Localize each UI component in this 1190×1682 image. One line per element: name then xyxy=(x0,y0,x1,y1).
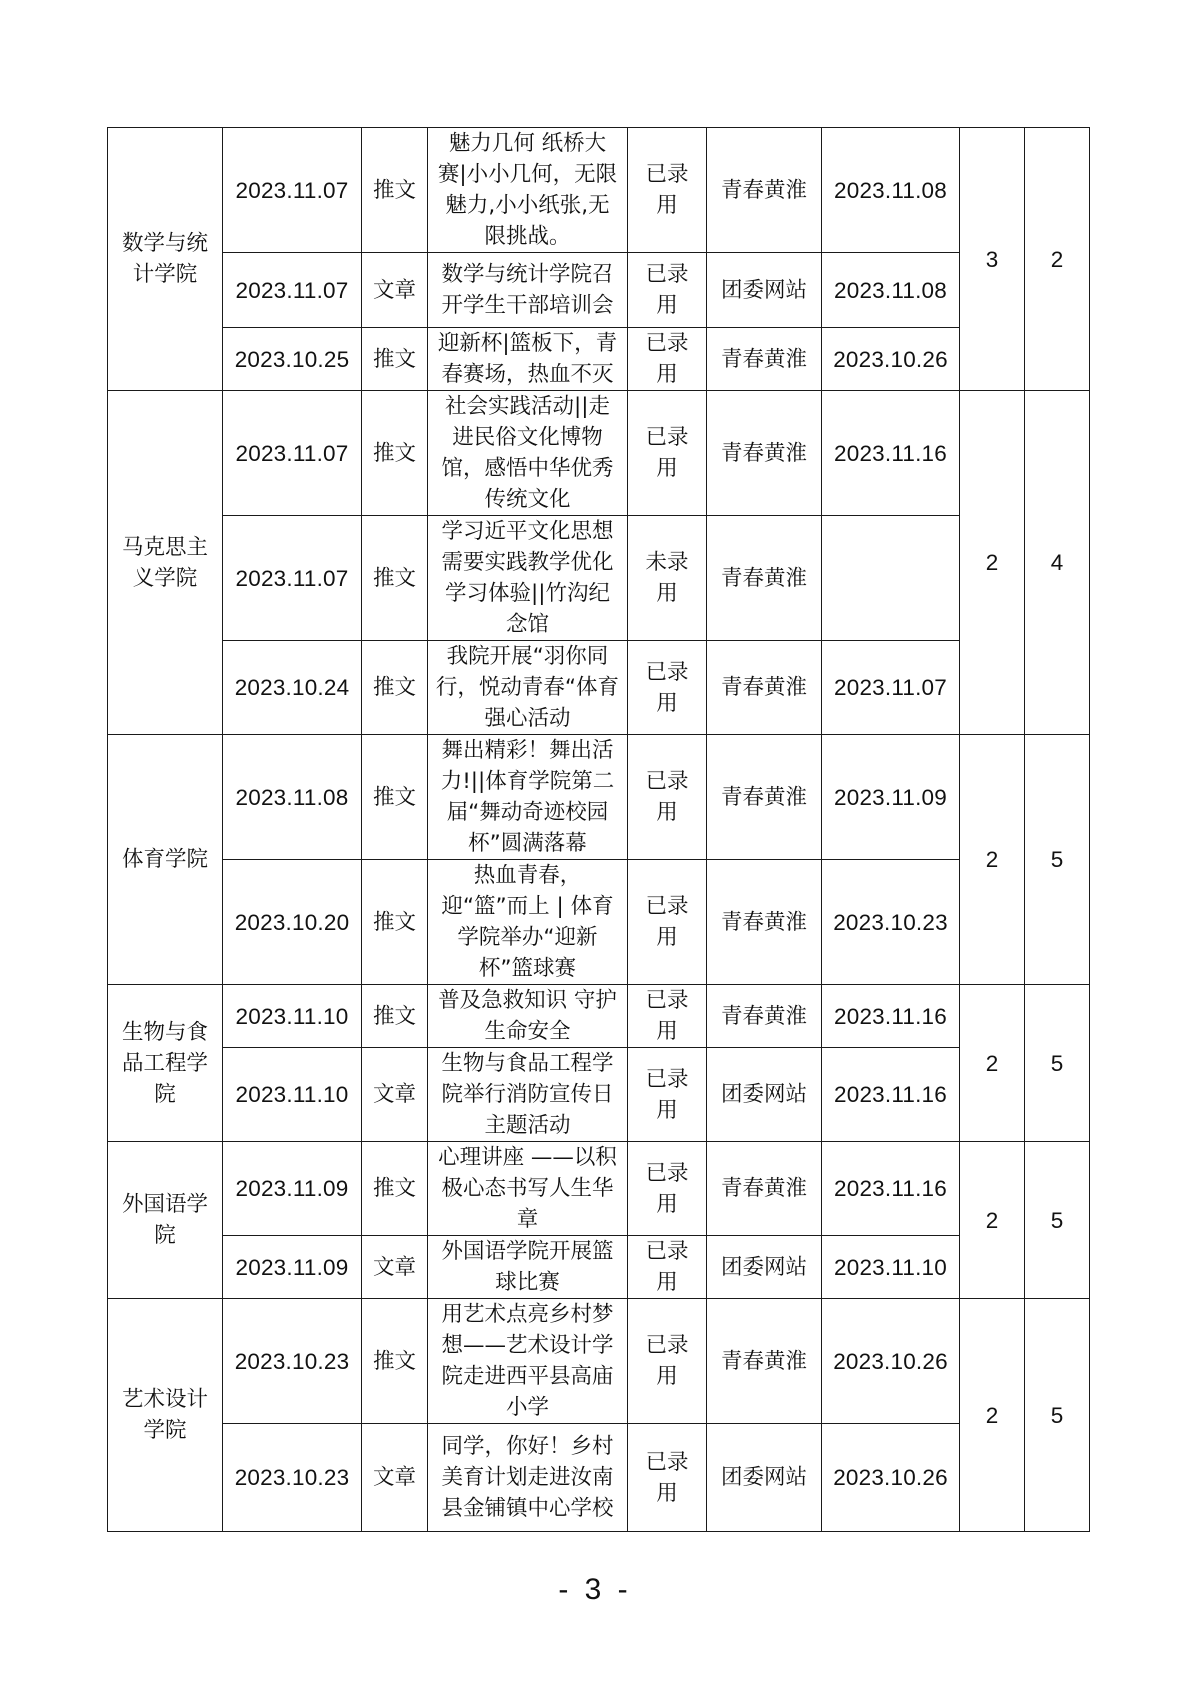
count-b-cell: 4 xyxy=(1025,391,1090,735)
title-cell xyxy=(428,985,628,1048)
status-cell xyxy=(628,391,707,516)
publish-date-cell: 2023.11.08 xyxy=(822,128,960,253)
submit-date-cell: 2023.11.07 xyxy=(223,391,362,516)
type-cell: 推文 xyxy=(362,860,428,985)
count-a-cell: 2 xyxy=(960,735,1025,985)
college-name-cell-text: 数学与统计学院 xyxy=(121,231,208,287)
type-cell: 推文 xyxy=(362,128,428,253)
status-cell-text: 已录用 xyxy=(645,1239,689,1295)
table-row xyxy=(108,128,1090,253)
count-b-cell: 5 xyxy=(1025,985,1090,1142)
count-b-cell: 2 xyxy=(1025,128,1090,391)
submission-table xyxy=(107,127,1090,1532)
title-cell-text: 魅力几何 纸桥大赛|小小几何，无限魅力,小小纸张,无限挑战。 xyxy=(437,131,618,249)
count-a-cell: 2 xyxy=(960,1299,1025,1532)
title-cell-text: 同学，你好！乡村美育计划走进汝南县金铺镇中心学校 xyxy=(441,1434,614,1521)
platform-cell: 团委网站 xyxy=(707,253,822,328)
table-row xyxy=(108,1236,1090,1299)
submit-date-cell: 2023.10.23 xyxy=(223,1424,362,1532)
title-cell xyxy=(428,391,628,516)
publish-date-cell: 2023.10.23 xyxy=(822,860,960,985)
platform-cell: 青春黄淮 xyxy=(707,641,822,735)
college-name-cell-text: 外国语学院 xyxy=(121,1192,208,1248)
title-cell-text: 迎新杯|篮板下，青春赛场，热血不灭 xyxy=(437,331,618,387)
type-cell: 文章 xyxy=(362,253,428,328)
status-cell-text: 已录用 xyxy=(645,331,689,387)
title-cell-text: 心理讲座 ——以积极心态书写人生华章 xyxy=(438,1145,617,1232)
submit-date-cell: 2023.11.10 xyxy=(223,985,362,1048)
submit-date-cell: 2023.11.09 xyxy=(223,1142,362,1236)
table-body xyxy=(108,128,1090,1532)
submit-date-cell: 2023.11.07 xyxy=(223,253,362,328)
title-cell xyxy=(428,1236,628,1299)
title-cell xyxy=(428,128,628,253)
status-cell xyxy=(628,1299,707,1424)
publish-date-cell: 2023.11.10 xyxy=(822,1236,960,1299)
table-row xyxy=(108,516,1090,641)
count-b-cell: 5 xyxy=(1025,1142,1090,1299)
title-cell xyxy=(428,516,628,641)
submit-date-cell: 2023.11.07 xyxy=(223,128,362,253)
status-cell xyxy=(628,1424,707,1532)
publish-date-cell: 2023.10.26 xyxy=(822,1299,960,1424)
title-cell xyxy=(428,328,628,391)
title-cell xyxy=(428,1424,628,1532)
submit-date-cell: 2023.10.24 xyxy=(223,641,362,735)
table-row xyxy=(108,1424,1090,1532)
type-cell: 推文 xyxy=(362,1299,428,1424)
platform-cell: 青春黄淮 xyxy=(707,735,822,860)
status-cell-text: 已录用 xyxy=(645,659,689,716)
submit-date-cell: 2023.11.08 xyxy=(223,735,362,860)
title-cell xyxy=(428,860,628,985)
table-row xyxy=(108,328,1090,391)
platform-cell: 团委网站 xyxy=(707,1424,822,1532)
publish-date-cell xyxy=(822,516,960,641)
publish-date-cell: 2023.10.26 xyxy=(822,1424,960,1532)
table-row xyxy=(108,985,1090,1048)
table-row xyxy=(108,1048,1090,1142)
college-name-cell xyxy=(108,735,223,985)
table-row xyxy=(108,1299,1090,1424)
title-cell-text: 外国语学院开展篮球比赛 xyxy=(441,1239,614,1295)
table-row xyxy=(108,860,1090,985)
publish-date-cell: 2023.11.07 xyxy=(822,641,960,735)
title-cell xyxy=(428,1142,628,1236)
submit-date-cell: 2023.11.09 xyxy=(223,1236,362,1299)
platform-cell: 青春黄淮 xyxy=(707,985,822,1048)
title-cell-text: 学习近平文化思想需要实践教学优化学习体验||竹沟纪念馆 xyxy=(441,519,614,637)
status-cell-text: 已录用 xyxy=(645,162,689,218)
college-name-cell-text: 生物与食品工程学院 xyxy=(121,1019,208,1107)
status-cell xyxy=(628,516,707,641)
title-cell-text: 社会实践活动||走进民俗文化博物馆，感悟中华优秀传统文化 xyxy=(441,394,614,512)
status-cell xyxy=(628,1048,707,1142)
type-cell: 推文 xyxy=(362,1142,428,1236)
status-cell xyxy=(628,860,707,985)
status-cell xyxy=(628,1142,707,1236)
table-row xyxy=(108,1142,1090,1236)
publish-date-cell: 2023.11.16 xyxy=(822,1142,960,1236)
college-name-cell-text: 艺术设计学院 xyxy=(121,1387,208,1443)
submit-date-cell: 2023.10.20 xyxy=(223,860,362,985)
status-cell-text: 已录用 xyxy=(645,1160,689,1217)
publish-date-cell: 2023.11.16 xyxy=(822,1048,960,1142)
publish-date-cell: 2023.11.16 xyxy=(822,391,960,516)
count-a-cell: 2 xyxy=(960,1142,1025,1299)
college-name-cell-text: 马克思主义学院 xyxy=(121,534,208,591)
college-name-cell xyxy=(108,1299,223,1532)
title-cell-text: 舞出精彩！舞出活力!||体育学院第二届“舞动奇迹校园杯”圆满落幕 xyxy=(440,738,615,856)
platform-cell: 青春黄淮 xyxy=(707,391,822,516)
submit-date-cell: 2023.11.07 xyxy=(223,516,362,641)
type-cell: 文章 xyxy=(362,1236,428,1299)
submit-date-cell: 2023.10.25 xyxy=(223,328,362,391)
platform-cell: 青春黄淮 xyxy=(707,1299,822,1424)
title-cell-text: 普及急救知识 守护生命安全 xyxy=(438,988,617,1044)
status-cell xyxy=(628,985,707,1048)
publish-date-cell: 2023.11.08 xyxy=(822,253,960,328)
table-row xyxy=(108,735,1090,860)
college-name-cell-text: 体育学院 xyxy=(121,847,208,872)
submit-date-cell: 2023.10.23 xyxy=(223,1299,362,1424)
college-name-cell xyxy=(108,391,223,735)
title-cell xyxy=(428,735,628,860)
college-name-cell xyxy=(108,128,223,391)
status-cell-text: 已录用 xyxy=(645,894,689,950)
status-cell xyxy=(628,735,707,860)
count-b-cell: 5 xyxy=(1025,735,1090,985)
title-cell-text: 热血青春，迎“篮”而上 | 体育学院举办“迎新杯”篮球赛 xyxy=(441,863,614,981)
title-cell-text: 我院开展“羽你同行，悦动青春“体育强心活动 xyxy=(435,644,620,731)
status-cell-text: 已录用 xyxy=(645,1449,689,1506)
platform-cell: 青春黄淮 xyxy=(707,1142,822,1236)
platform-cell: 团委网站 xyxy=(707,1236,822,1299)
title-cell-text: 用艺术点亮乡村梦想——艺术设计学院走进西平县高庙小学 xyxy=(441,1302,614,1420)
status-cell-text: 未录用 xyxy=(645,550,689,606)
title-cell xyxy=(428,1299,628,1424)
status-cell xyxy=(628,253,707,328)
table-row xyxy=(108,641,1090,735)
status-cell xyxy=(628,128,707,253)
status-cell-text: 已录用 xyxy=(645,988,689,1044)
status-cell xyxy=(628,1236,707,1299)
type-cell: 推文 xyxy=(362,516,428,641)
type-cell: 推文 xyxy=(362,641,428,735)
page-number: - 3 - xyxy=(558,1573,632,1606)
college-name-cell xyxy=(108,1142,223,1299)
platform-cell: 青春黄淮 xyxy=(707,516,822,641)
type-cell: 推文 xyxy=(362,735,428,860)
title-cell-text: 生物与食品工程学院举行消防宣传日主题活动 xyxy=(441,1051,614,1138)
type-cell: 推文 xyxy=(362,391,428,516)
count-a-cell: 2 xyxy=(960,985,1025,1142)
table-row xyxy=(108,253,1090,328)
type-cell: 文章 xyxy=(362,1048,428,1142)
publish-date-cell: 2023.11.09 xyxy=(822,735,960,860)
title-cell xyxy=(428,253,628,328)
status-cell-text: 已录用 xyxy=(645,769,689,825)
count-a-cell: 3 xyxy=(960,128,1025,391)
publish-date-cell: 2023.10.26 xyxy=(822,328,960,391)
count-b-cell: 5 xyxy=(1025,1299,1090,1532)
type-cell: 推文 xyxy=(362,985,428,1048)
platform-cell: 青春黄淮 xyxy=(707,328,822,391)
type-cell: 推文 xyxy=(362,328,428,391)
platform-cell: 青春黄淮 xyxy=(707,128,822,253)
status-cell xyxy=(628,328,707,391)
platform-cell: 团委网站 xyxy=(707,1048,822,1142)
status-cell-text: 已录用 xyxy=(645,425,689,481)
status-cell xyxy=(628,641,707,735)
college-name-cell xyxy=(108,985,223,1142)
type-cell: 文章 xyxy=(362,1424,428,1532)
status-cell-text: 已录用 xyxy=(645,1066,689,1123)
table-row xyxy=(108,391,1090,516)
status-cell-text: 已录用 xyxy=(645,262,689,318)
count-a-cell: 2 xyxy=(960,391,1025,735)
status-cell-text: 已录用 xyxy=(645,1333,689,1389)
submit-date-cell: 2023.11.10 xyxy=(223,1048,362,1142)
publish-date-cell: 2023.11.16 xyxy=(822,985,960,1048)
title-cell-text: 数学与统计学院召开学生干部培训会 xyxy=(441,262,614,318)
title-cell xyxy=(428,641,628,735)
platform-cell: 青春黄淮 xyxy=(707,860,822,985)
title-cell xyxy=(428,1048,628,1142)
